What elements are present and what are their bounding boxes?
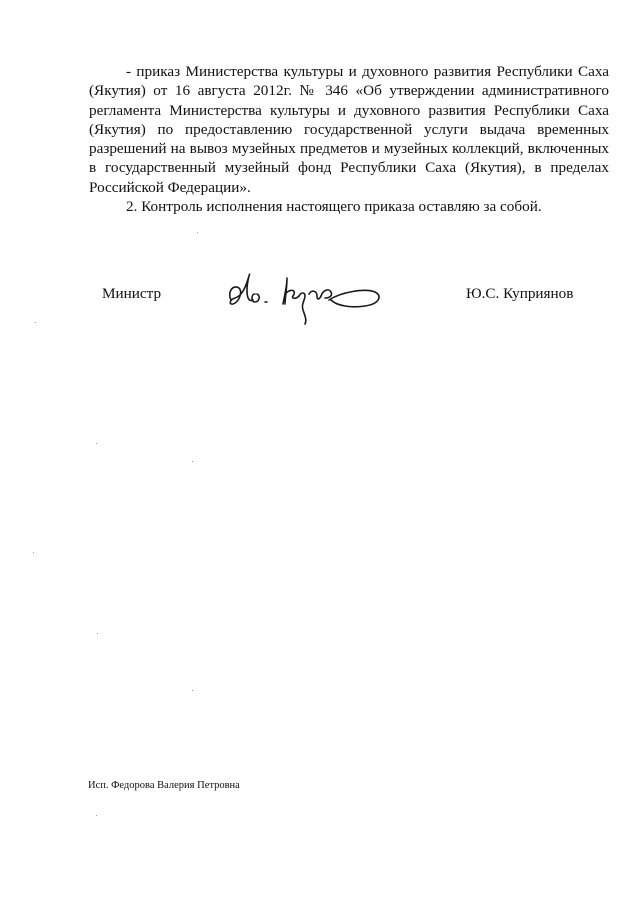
- scan-speck: [97, 633, 98, 634]
- scan-speck: [192, 690, 193, 691]
- signatory-name: Ю.С. Куприянов: [466, 285, 574, 302]
- document-body: [89, 62, 609, 216]
- scan-speck: [35, 322, 36, 323]
- scan-speck: [192, 461, 193, 462]
- signatory-title: Министр: [102, 285, 162, 302]
- executor-note: Исп. Федорова Валерия Петровна: [88, 780, 240, 791]
- scan-speck: [96, 815, 97, 816]
- scan-speck: [197, 232, 198, 233]
- paragraph-control-clause: 2. Контроль исполнения настоящего приказа оставляю за собой.: [126, 198, 542, 216]
- scan-speck: [96, 443, 97, 444]
- signature-block: [0, 270, 640, 330]
- paragraph-order-reference: - приказ Министерства культуры и духовного развития Республики Саха (Якутия) от 16 августа 2012г. № 346 «Об утверждении административного регламента Министерства культуры и духовного развития Республики Саха (Якутия) по предоставлению государственной услуги выдача временных разрешений на вывоз музейных предметов и музейных коллекций, включенных в государственный музейный фонд Республики Саха (Якутия), в пределах Российской Федерации».: [89, 63, 609, 196]
- handwritten-signature-icon: [225, 270, 385, 328]
- scan-speck: [33, 552, 34, 553]
